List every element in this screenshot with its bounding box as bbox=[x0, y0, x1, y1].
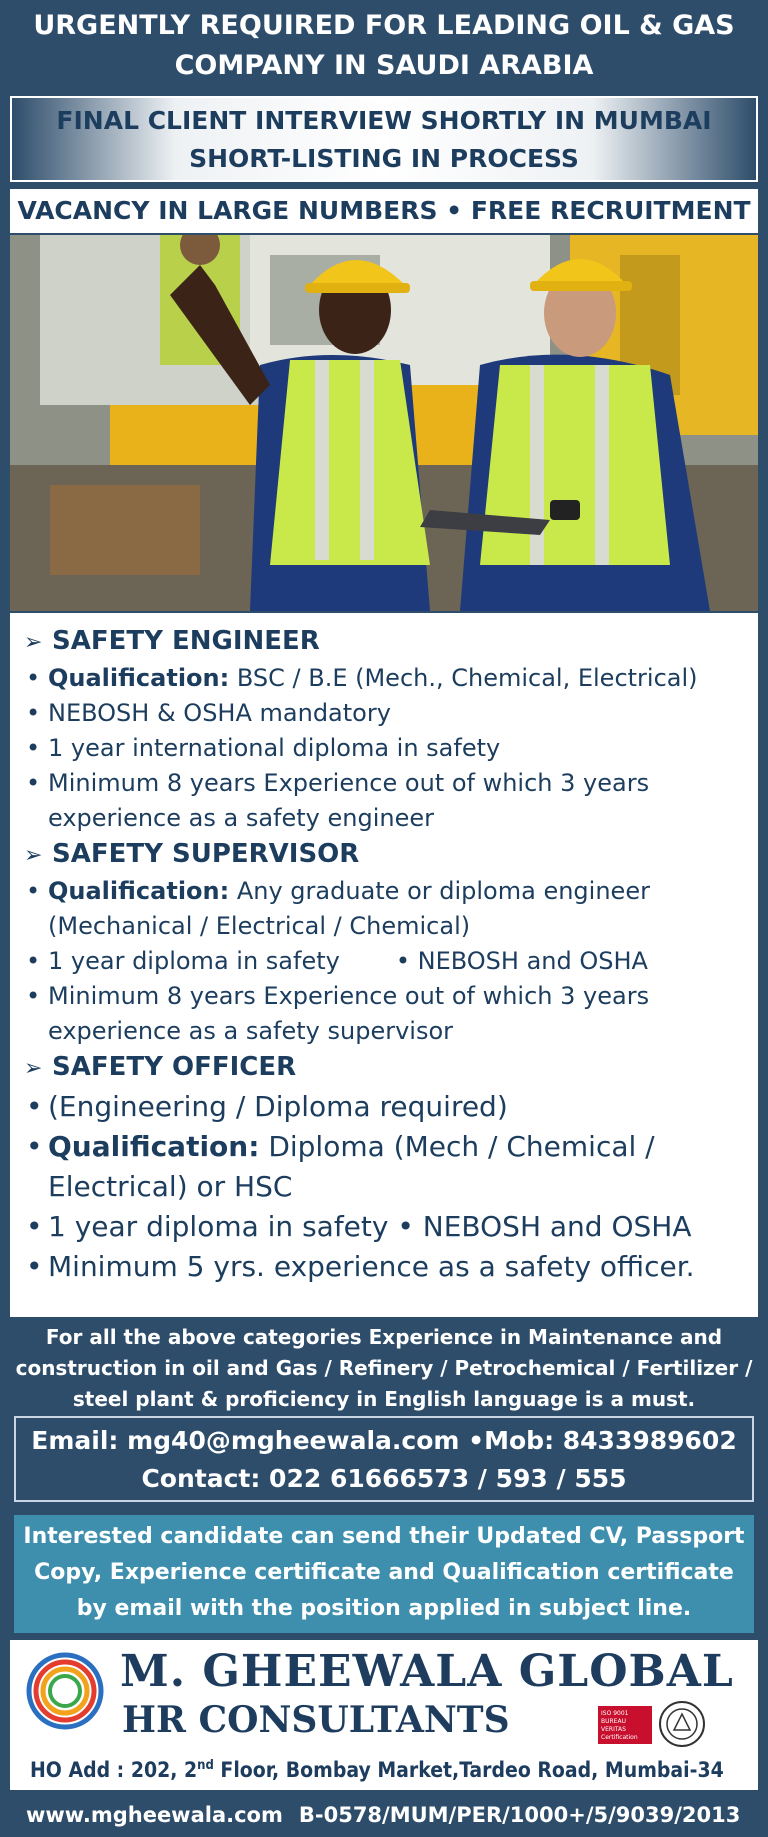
head-office-address: HO Add : 202, 2nd Floor, Bombay Market,Tardeo Road, Mumbai-34 bbox=[30, 1758, 724, 1782]
arrow-icon: ➢ bbox=[24, 1056, 43, 1081]
license-number: B-0578/MUM/PER/1000+/5/9039/2013 bbox=[298, 1803, 741, 1827]
company-logo-icon bbox=[24, 1650, 106, 1732]
workers-photo bbox=[10, 235, 758, 611]
list-item: • Qualification: Any graduate or diploma engineer (Mechanical / Electrical / Chemical) bbox=[26, 877, 650, 940]
list-item: • 1 year international diploma in safety bbox=[26, 734, 501, 762]
bottom-bar bbox=[0, 1794, 768, 1837]
headline-line-2: COMPANY IN SAUDI ARABIA bbox=[174, 50, 594, 81]
list-item: • Minimum 8 years Experience out of which 3 years experience as a safety supervisor bbox=[26, 982, 650, 1045]
company-subtitle: HR CONSULTANTS bbox=[122, 1699, 510, 1741]
headline-line-1: URGENTLY REQUIRED FOR LEADING OIL & GAS bbox=[33, 10, 735, 41]
phone-numbers[interactable]: Contact: 022 61666573 / 593 / 555 bbox=[141, 1464, 627, 1493]
workers-photo-illustration bbox=[10, 235, 758, 611]
list-item: • (Engineering / Diploma required) bbox=[26, 1090, 508, 1123]
contact-box bbox=[14, 1416, 754, 1502]
list-item: • NEBOSH & OSHA mandatory bbox=[26, 699, 391, 727]
headline bbox=[0, 6, 768, 94]
list-item: • Qualification: BSC / B.E (Mech., Chemical, Electrical) bbox=[26, 664, 698, 692]
iso-certification-badge bbox=[598, 1698, 714, 1750]
company-name: M. GHEEWALA GLOBAL bbox=[120, 1646, 734, 1697]
list-item: • 1 year diploma in safety • NEBOSH and OSHA bbox=[26, 947, 648, 975]
company-footer bbox=[10, 1640, 758, 1790]
website-link[interactable]: www.mgheewala.com bbox=[26, 1803, 283, 1827]
requirements-note: For all the above categories Experience in Maintenance and construction in oil and Gas / Refinery / Petrochemical / Fertilizer / steel plant & proficiency in English language is a must. bbox=[15, 1325, 753, 1411]
safety-engineer-title: ➢ SAFETY ENGINEER bbox=[24, 623, 758, 661]
bureau-veritas-seal-icon bbox=[658, 1700, 706, 1748]
arrow-icon: ➢ bbox=[24, 843, 43, 868]
interview-line-2: SHORT-LISTING IN PROCESS bbox=[189, 144, 579, 173]
list-item: • Minimum 5 yrs. experience as a safety officer. bbox=[26, 1250, 695, 1283]
email-mobile[interactable]: Email: mg40@mgheewala.com •Mob: 8433989602 bbox=[31, 1426, 737, 1455]
safety-supervisor-title: ➢ SAFETY SUPERVISOR bbox=[24, 836, 758, 874]
list-item: • Minimum 8 years Experience out of which 3 years experience as a safety engineer bbox=[26, 769, 650, 832]
iso-label: ISO 9001 BUREAU VERITAS Certification bbox=[598, 1706, 652, 1744]
vacancy-banner: VACANCY IN LARGE NUMBERS • FREE RECRUITMENT bbox=[10, 189, 758, 233]
list-item: • Qualification: Diploma (Mech / Chemical / Electrical) or HSC bbox=[26, 1130, 655, 1203]
interview-line-1: FINAL CLIENT INTERVIEW SHORTLY IN MUMBAI bbox=[56, 106, 712, 135]
application-instructions: Interested candidate can send their Updated CV, Passport Copy, Experience certificate and Qualification certificate by email with the position applied in subject line. bbox=[14, 1515, 754, 1633]
safety-officer-title: ➢ SAFETY OFFICER bbox=[24, 1049, 758, 1087]
list-item: • 1 year diploma in safety • NEBOSH and OSHA bbox=[26, 1210, 692, 1243]
interview-banner bbox=[10, 96, 758, 182]
arrow-icon: ➢ bbox=[24, 630, 43, 655]
positions-section bbox=[10, 613, 758, 1317]
